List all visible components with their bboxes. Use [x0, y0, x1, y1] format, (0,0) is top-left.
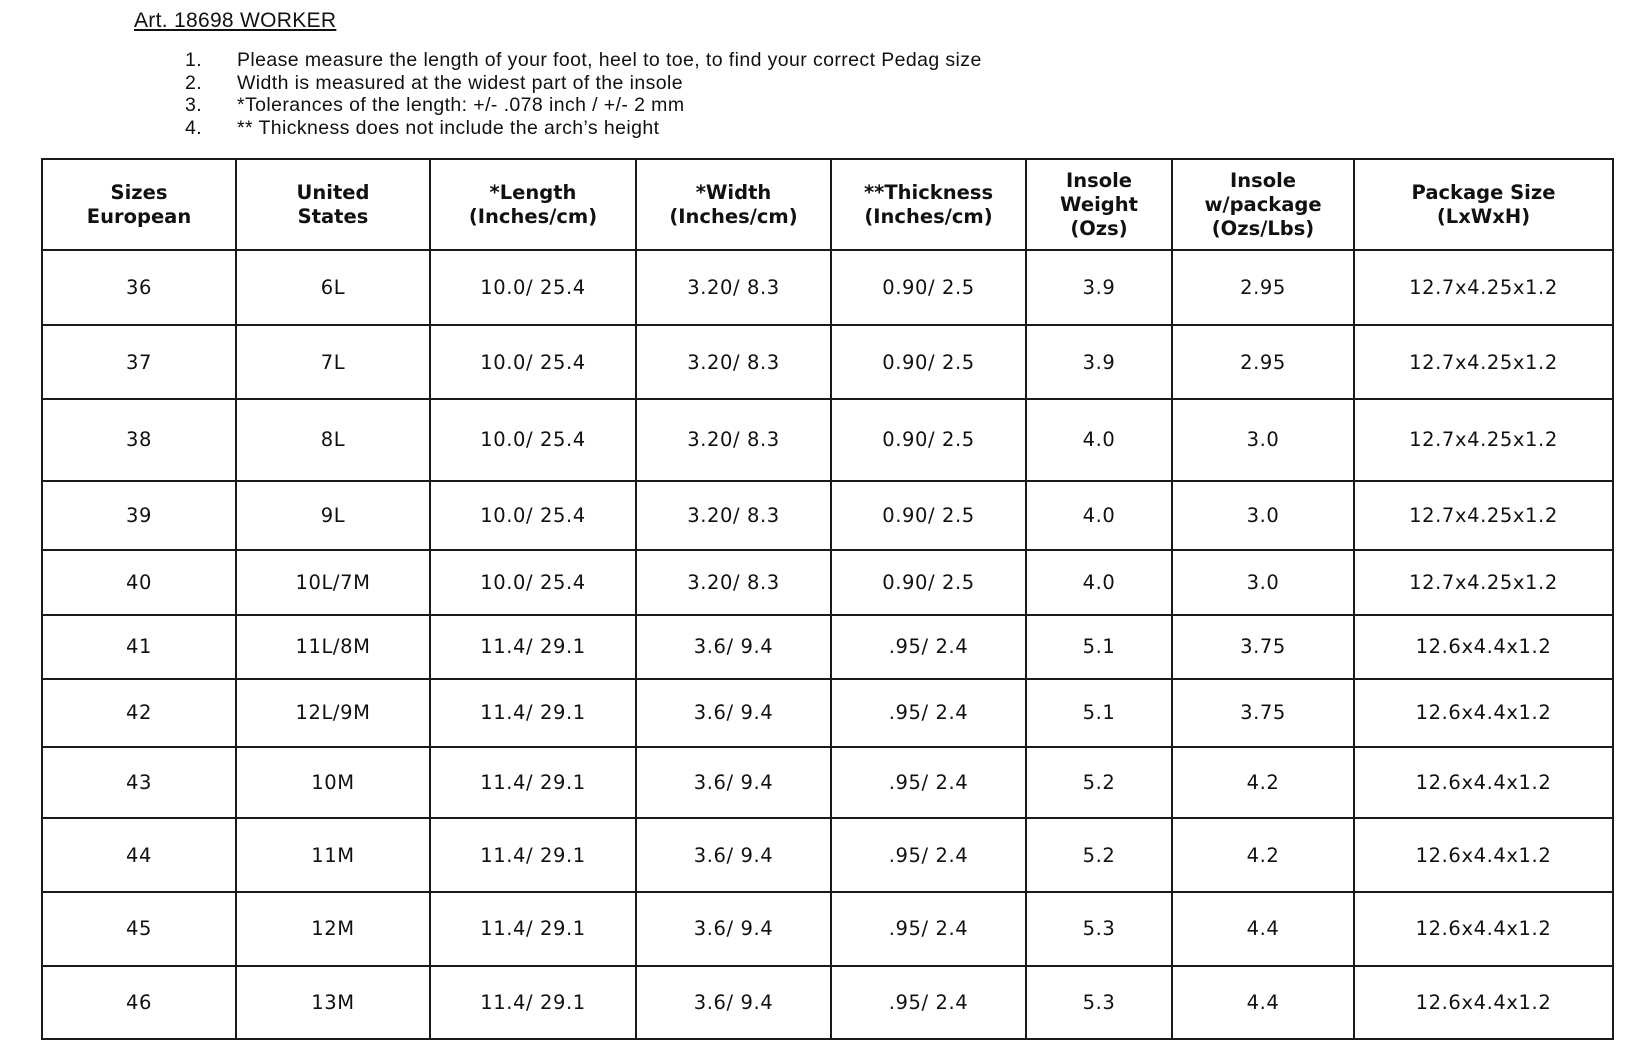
column-header-line: *Width [695, 180, 772, 204]
table-cell: 43 [42, 747, 236, 818]
table-cell: 12.7x4.25x1.2 [1354, 250, 1613, 325]
table-cell: 12L/9M [236, 679, 430, 747]
table-cell: 11.4/ 29.1 [430, 679, 636, 747]
document-title: Art. 18698 WORKER [134, 9, 337, 32]
table-cell: 13M [236, 966, 430, 1039]
table-cell: 45 [42, 892, 236, 965]
table-cell: 3.0 [1172, 550, 1354, 615]
table-cell: 4.0 [1026, 550, 1172, 615]
table-cell: .95/ 2.4 [831, 818, 1026, 892]
table-cell: 4.2 [1172, 818, 1354, 892]
table-cell: 41 [42, 615, 236, 679]
instructions-list [185, 49, 982, 139]
column-header [636, 159, 831, 250]
table-row [42, 679, 1613, 747]
table-cell: 10.0/ 25.4 [430, 550, 636, 615]
instruction-number: 2. [185, 71, 203, 94]
table-cell: 4.0 [1026, 481, 1172, 550]
table-cell: 10L/7M [236, 550, 430, 615]
table-cell: 12.6x4.4x1.2 [1354, 747, 1613, 818]
table-cell: 3.9 [1026, 325, 1172, 398]
instruction-text: ** Thickness does not include the arch’s height [237, 116, 660, 139]
table-cell: 0.90/ 2.5 [831, 550, 1026, 615]
instruction-item [185, 94, 982, 117]
table-cell: .95/ 2.4 [831, 747, 1026, 818]
table-cell: 3.20/ 8.3 [636, 550, 831, 615]
column-header [831, 159, 1026, 250]
column-header [1354, 159, 1613, 250]
instruction-number: 1. [185, 49, 203, 71]
table-row [42, 550, 1613, 615]
table-body [42, 250, 1613, 1039]
column-header-line: (Ozs/Lbs) [1211, 216, 1315, 240]
table-cell: .95/ 2.4 [831, 966, 1026, 1039]
instruction-text: Please measure the length of your foot, heel to toe, to find your correct Pedag size [237, 49, 982, 71]
table-cell: 10M [236, 747, 430, 818]
table-cell: 3.75 [1172, 615, 1354, 679]
table-cell: 3.0 [1172, 481, 1354, 550]
column-header-line: (Inches/cm) [864, 204, 993, 228]
table-cell: 37 [42, 325, 236, 398]
table-cell: 3.20/ 8.3 [636, 250, 831, 325]
column-header [1026, 159, 1172, 250]
table-cell: .95/ 2.4 [831, 615, 1026, 679]
column-header-line: States [297, 204, 369, 228]
table-cell: 3.6/ 9.4 [636, 892, 831, 965]
table-cell: 11.4/ 29.1 [430, 747, 636, 818]
table-cell: 11.4/ 29.1 [430, 818, 636, 892]
table-cell: 12.6x4.4x1.2 [1354, 966, 1613, 1039]
table-cell: 44 [42, 818, 236, 892]
table-cell: 5.3 [1026, 966, 1172, 1039]
table-row [42, 325, 1613, 398]
table-cell: .95/ 2.4 [831, 679, 1026, 747]
table-row [42, 399, 1613, 481]
table-cell: 3.20/ 8.3 [636, 325, 831, 398]
column-header [42, 159, 236, 250]
table-cell: 12.7x4.25x1.2 [1354, 399, 1613, 481]
column-header-line: *Length [489, 180, 577, 204]
column-header-line: United [296, 180, 370, 204]
table-row [42, 966, 1613, 1039]
column-header-line: w/package [1204, 192, 1322, 216]
column-header-line: (Inches/cm) [669, 204, 798, 228]
table-cell: 3.6/ 9.4 [636, 966, 831, 1039]
table-cell: 3.6/ 9.4 [636, 818, 831, 892]
table-cell: 3.6/ 9.4 [636, 615, 831, 679]
table-cell: 46 [42, 966, 236, 1039]
table-cell: 10.0/ 25.4 [430, 325, 636, 398]
column-header [430, 159, 636, 250]
table-cell: 10.0/ 25.4 [430, 250, 636, 325]
column-header-line: (Inches/cm) [468, 204, 598, 228]
table-cell: 3.6/ 9.4 [636, 679, 831, 747]
table-cell: 0.90/ 2.5 [831, 325, 1026, 398]
column-header-line: Insole [1229, 168, 1297, 192]
table-cell: 5.3 [1026, 892, 1172, 965]
table-cell: 4.0 [1026, 399, 1172, 481]
instruction-text: *Tolerances of the length: +/- .078 inch / +/- 2 mm [237, 94, 685, 116]
table-cell: 11.4/ 29.1 [430, 615, 636, 679]
table-cell: 11.4/ 29.1 [430, 966, 636, 1039]
column-header-line: (Ozs) [1070, 216, 1128, 240]
table-cell: 3.6/ 9.4 [636, 747, 831, 818]
table-cell: 2.95 [1172, 325, 1354, 398]
table-cell: 5.2 [1026, 818, 1172, 892]
table-cell: 11L/8M [236, 615, 430, 679]
table-cell: 12.7x4.25x1.2 [1354, 481, 1613, 550]
table-cell: 12.6x4.4x1.2 [1354, 679, 1613, 747]
table-cell: 4.4 [1172, 966, 1354, 1039]
table-cell: 10.0/ 25.4 [430, 399, 636, 481]
table-row [42, 615, 1613, 679]
table-cell: 42 [42, 679, 236, 747]
table-row [42, 481, 1613, 550]
column-header-line: Package Size [1411, 180, 1556, 204]
table-cell: 5.1 [1026, 679, 1172, 747]
column-header [1172, 159, 1354, 250]
table-cell: 7L [236, 325, 430, 398]
table-header-row [42, 159, 1613, 250]
table-cell: 4.2 [1172, 747, 1354, 818]
table-cell: 11M [236, 818, 430, 892]
column-header-line: (LxWxH) [1436, 204, 1531, 228]
instruction-item [185, 117, 982, 140]
column-header-line: Weight [1060, 192, 1138, 216]
table-cell: 5.1 [1026, 615, 1172, 679]
table-cell: 11.4/ 29.1 [430, 892, 636, 965]
table-row [42, 818, 1613, 892]
table-cell: 38 [42, 399, 236, 481]
column-header-line: Insole [1065, 168, 1133, 192]
table-cell: 5.2 [1026, 747, 1172, 818]
table-cell: 10.0/ 25.4 [430, 481, 636, 550]
table-cell: 3.20/ 8.3 [636, 399, 831, 481]
table-cell: 9L [236, 481, 430, 550]
table-cell: 39 [42, 481, 236, 550]
table-row [42, 747, 1613, 818]
instruction-number: 3. [185, 94, 203, 116]
table-cell: 12.6x4.4x1.2 [1354, 818, 1613, 892]
table-cell: 3.0 [1172, 399, 1354, 481]
table-row [42, 892, 1613, 965]
instruction-text: Width is measured at the widest part of the insole [237, 71, 683, 94]
table-cell: 12.6x4.4x1.2 [1354, 892, 1613, 965]
table-cell: 6L [236, 250, 430, 325]
instruction-item [185, 72, 982, 95]
instruction-item [185, 49, 982, 72]
table-cell: 12M [236, 892, 430, 965]
table-cell: 12.7x4.25x1.2 [1354, 550, 1613, 615]
column-header-line: Sizes [110, 180, 168, 204]
table-cell: 12.6x4.4x1.2 [1354, 615, 1613, 679]
column-header-line: **Thickness [863, 180, 994, 204]
size-chart-table [41, 158, 1614, 1040]
table-cell: 2.95 [1172, 250, 1354, 325]
table-cell: 3.75 [1172, 679, 1354, 747]
table-cell: 0.90/ 2.5 [831, 250, 1026, 325]
table-cell: 3.9 [1026, 250, 1172, 325]
column-header [236, 159, 430, 250]
table-cell: 3.20/ 8.3 [636, 481, 831, 550]
table-cell: 4.4 [1172, 892, 1354, 965]
table-cell: 40 [42, 550, 236, 615]
table-cell: 12.7x4.25x1.2 [1354, 325, 1613, 398]
table-row [42, 250, 1613, 325]
table-cell: 0.90/ 2.5 [831, 481, 1026, 550]
instruction-number: 4. [185, 116, 203, 139]
table-cell: .95/ 2.4 [831, 892, 1026, 965]
column-header-line: European [86, 204, 192, 228]
table-cell: 8L [236, 399, 430, 481]
table-cell: 36 [42, 250, 236, 325]
table-cell: 0.90/ 2.5 [831, 399, 1026, 481]
